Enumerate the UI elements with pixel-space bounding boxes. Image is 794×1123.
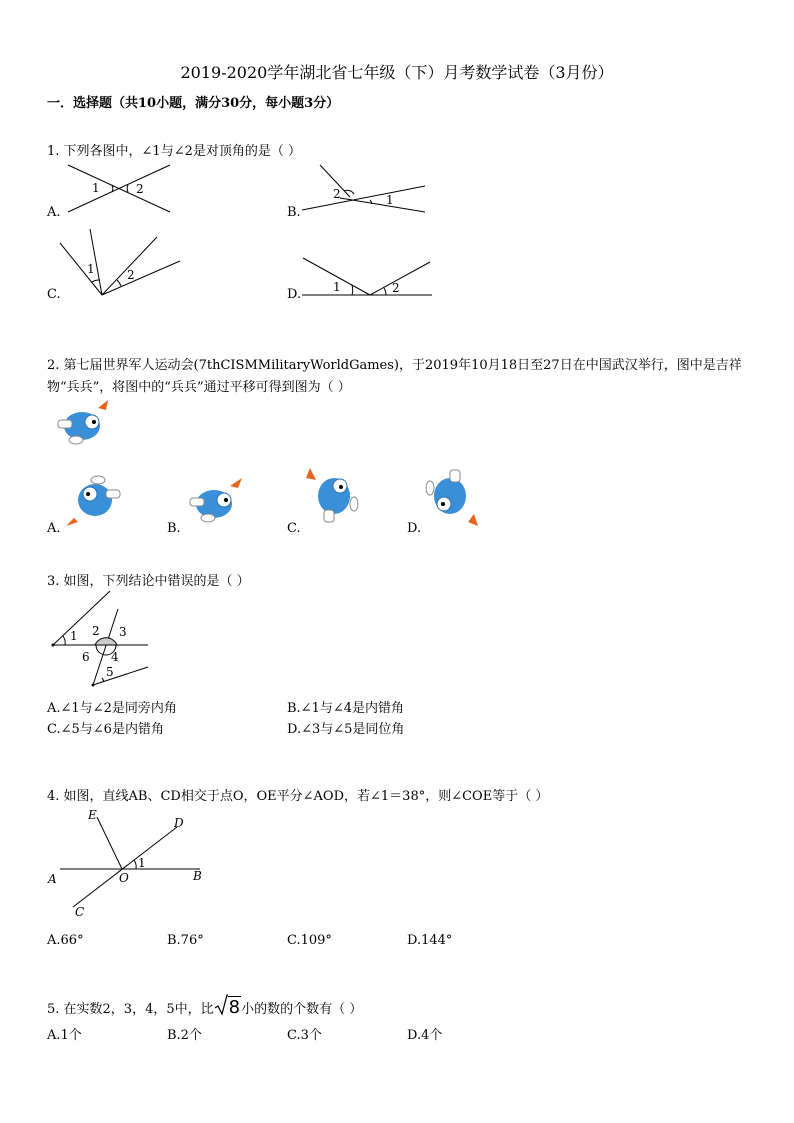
q1-figure-a <box>60 160 180 220</box>
page-title: 2019-2020学年湖北省七年级（下）月考数学试卷（3月份） <box>180 63 614 82</box>
q1b-label-2: 2 <box>333 187 341 201</box>
q3-option-a[interactable]: A.∠1与∠2是同旁内角 <box>47 701 177 716</box>
q1-option-c[interactable]: C. <box>47 287 61 302</box>
sqrt-8-expression <box>214 994 241 1018</box>
q3-label-1: 1 <box>70 629 78 643</box>
q4-label-a: A <box>48 872 57 886</box>
q3-label-2: 2 <box>92 624 100 638</box>
q1-figure-d <box>300 250 435 300</box>
q3-stem: 3. 如图，下列结论中错误的是（ ） <box>47 574 250 589</box>
q1-option-d[interactable]: D. <box>287 287 302 302</box>
q3-option-b[interactable]: B.∠1与∠4是内错角 <box>287 701 405 716</box>
mascot-option-b-image <box>182 476 248 526</box>
q4-label-b: B <box>193 869 202 883</box>
q5-option-d[interactable]: D.4个 <box>407 1028 443 1043</box>
mascot-option-a-image <box>62 472 128 528</box>
section-heading: 一．选择题（共10小题，满分30分，每小题3分） <box>47 96 340 111</box>
q3-option-c[interactable]: C.∠5与∠6是内错角 <box>47 722 164 737</box>
q1c-label-2: 2 <box>127 268 135 282</box>
q5-radicand: 8 <box>228 997 241 1018</box>
q3-option-d[interactable]: D.∠3与∠5是同位角 <box>287 722 405 737</box>
q3-figure <box>48 585 158 690</box>
q1-figure-b <box>300 160 430 220</box>
q1-stem: 1. 下列各图中，∠1与∠2是对顶角的是（ ） <box>47 144 301 159</box>
q4-label-1: 1 <box>138 856 146 870</box>
q1d-label-1: 1 <box>333 280 341 294</box>
q4-stem: 4. 如图，直线AB、CD相交于点O，OE平分∠AOD，若∠1＝38°，则∠COE等于（ ） <box>47 789 549 804</box>
q3-label-6: 6 <box>82 650 90 664</box>
q1c-label-1: 1 <box>87 262 95 276</box>
q1a-label-2: 2 <box>136 182 144 196</box>
q2-option-c[interactable]: C. <box>287 521 301 536</box>
q4-option-c[interactable]: C.109° <box>287 933 332 948</box>
q5-option-b[interactable]: B.2个 <box>167 1028 202 1043</box>
q5-option-a[interactable]: A.1个 <box>47 1028 82 1043</box>
q4-label-d: D <box>174 816 184 830</box>
radical-sign-icon <box>214 994 228 1016</box>
q3-label-3: 3 <box>119 625 127 639</box>
q4-option-b[interactable]: B.76° <box>167 933 204 948</box>
q5-option-c[interactable]: C.3个 <box>287 1028 322 1043</box>
q5-stem-post: 小的数的个数有（ ） <box>241 1002 363 1017</box>
mascot-option-d-image <box>420 466 482 528</box>
q1-option-a[interactable]: A. <box>47 205 61 220</box>
q5-stem <box>47 994 362 1018</box>
q1b-label-1: 1 <box>386 193 394 207</box>
q4-label-o: O <box>119 871 129 885</box>
q3-label-4: 4 <box>111 650 119 664</box>
mascot-original-image <box>50 398 114 448</box>
q2-option-b[interactable]: B. <box>167 521 181 536</box>
q2-option-a[interactable]: A. <box>47 521 61 536</box>
q1-option-b[interactable]: B. <box>287 205 301 220</box>
q2-option-d[interactable]: D. <box>407 521 422 536</box>
q4-option-a[interactable]: A.66° <box>47 933 84 948</box>
q4-label-e: E <box>88 808 97 822</box>
mascot-option-c-image <box>302 464 364 526</box>
q4-figure <box>45 805 215 925</box>
q2-stem-line1: 2. 第七届世界军人运动会(7thCISMMilitaryWorldGames)，于2019年10月18日至27日在中国武汉举行，图中是吉祥 <box>47 358 742 373</box>
q4-label-c: C <box>75 905 85 919</box>
q3-label-5: 5 <box>106 665 114 679</box>
q1-figure-c <box>55 225 185 300</box>
q5-stem-pre: 5. 在实数2，3，4，5中，比 <box>47 1002 214 1017</box>
q1d-label-2: 2 <box>392 281 400 295</box>
q4-option-d[interactable]: D.144° <box>407 933 453 948</box>
q2-stem-line2: 物“兵兵”，将图中的“兵兵”通过平移可得到图为（ ） <box>47 380 351 395</box>
q1a-label-1: 1 <box>92 181 100 195</box>
